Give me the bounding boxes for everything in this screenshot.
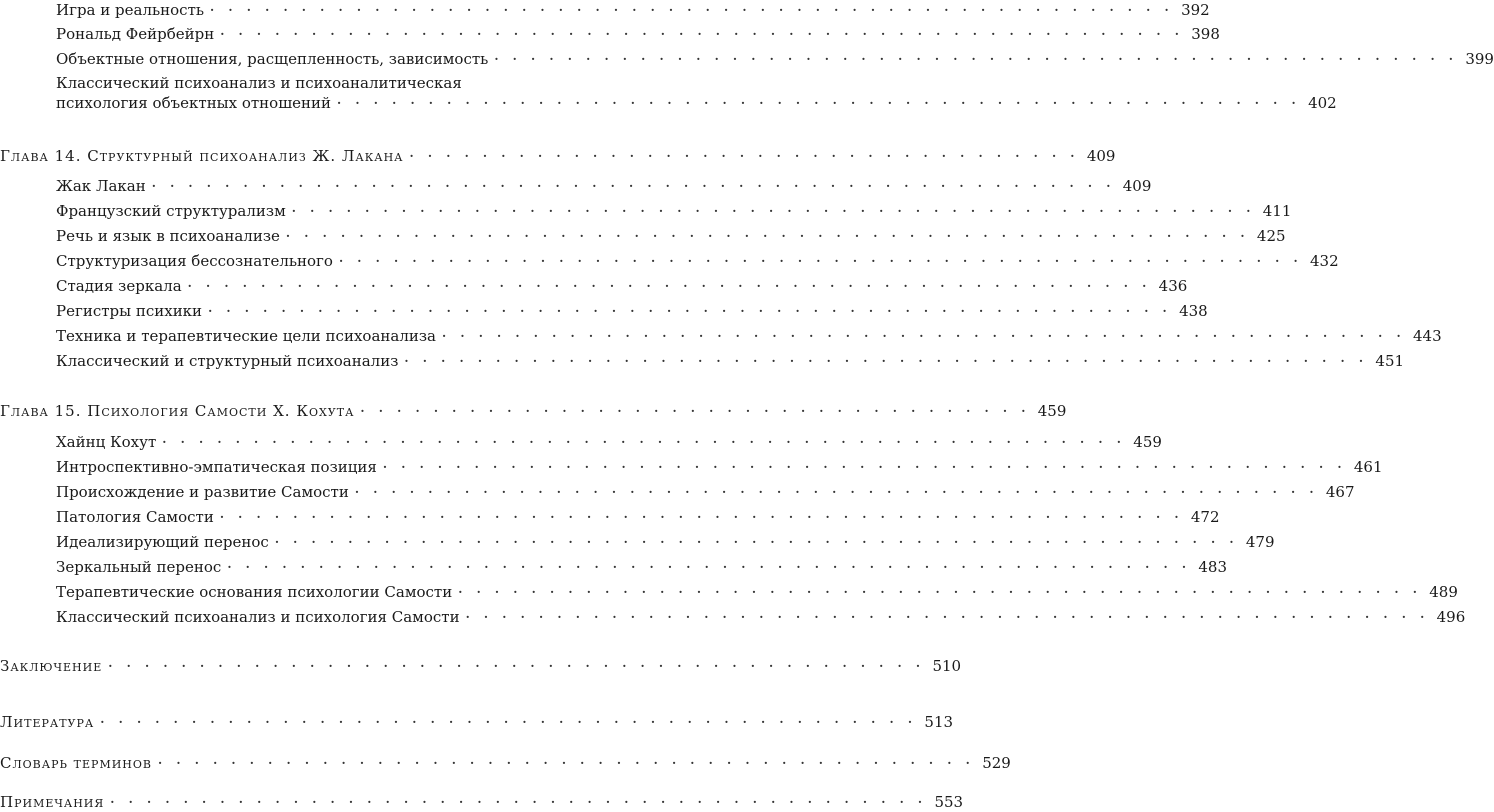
dot-leader: · · · · · · · · · · · · · · · · · · · · · · · · · · · · · · · · · · · · · · · · · · · · · · · · · · · · · <box>338 254 1303 268</box>
toc-entry[interactable] <box>56 176 1152 196</box>
toc-entry[interactable] <box>56 226 1286 246</box>
dot-leader: · · · · · · · · · · · · · · · · · · · · · · · · · · · · · · · · · · · · · <box>409 149 1080 163</box>
toc-entry-page: 399 <box>1465 50 1494 68</box>
dot-leader: · · · · · · · · · · · · · · · · · · · · · · · · · · · · · · · · · · · · · · · · · · · · · · · · · · · · · <box>151 179 1116 193</box>
toc-entry-title: Классический психоанализ и психология Самости <box>56 608 460 626</box>
chapter-page: 409 <box>1086 147 1116 165</box>
toc-chapter-15[interactable] <box>0 401 1067 421</box>
section-page: 553 <box>934 793 964 811</box>
dot-leader: · · · · · · · · · · · · · · · · · · · · · · · · · · · · · · · · · · · · · · · · · · · · · · · · · · · · · <box>337 96 1301 110</box>
toc-glossary[interactable] <box>0 753 1011 773</box>
dot-leader: · · · · · · · · · · · · · · · · · · · · · · · · · · · · · · · · · · · · · · · · · · · · · · · · · · · · · <box>404 354 1369 368</box>
toc-chapter-14[interactable] <box>0 146 1116 166</box>
toc-entry[interactable] <box>56 582 1458 602</box>
toc-entry-page: 432 <box>1309 252 1339 270</box>
toc-entry[interactable] <box>56 24 1220 44</box>
toc-entry-page: 443 <box>1413 327 1442 345</box>
toc-entry-title: Жак Лакан <box>56 177 146 195</box>
toc-entry-title: Интроспективно-эмпатическая позиция <box>56 458 377 476</box>
toc-entry-page: 459 <box>1133 433 1162 451</box>
dot-leader: · · · · · · · · · · · · · · · · · · · · · · · · · · · · · · · · · · · · · · · · · · · · · · · · · · · · · <box>208 304 1172 318</box>
dot-leader: · · · · · · · · · · · · · · · · · · · · · · · · · · · · · · · · · · · · · · · · · · · · · · · · · · · · · <box>291 204 1256 218</box>
dot-leader: · · · · · · · · · · · · · · · · · · · · · · · · · · · · · · · · · · · · · · · · · · · · · <box>100 715 918 729</box>
dot-leader: · · · · · · · · · · · · · · · · · · · · · · · · · · · · · · · · · · · · · · · · · · · · · · · · · · · · · <box>219 510 1184 524</box>
toc-entry-page: 467 <box>1325 483 1355 501</box>
toc-entry-title: Речь и язык в психоанализе <box>56 227 280 245</box>
toc-entry-title: Терапевтические основания психологии Самости <box>56 583 453 601</box>
chapter-title: Глава 14. Структурный психоанализ Ж. Лакана <box>0 147 404 165</box>
toc-entry-page: 409 <box>1122 177 1152 195</box>
section-title: Литература <box>0 713 95 731</box>
toc-entry-title: Патология Самости <box>56 508 214 526</box>
toc-entry-title: Регистры психики <box>56 302 203 320</box>
dot-leader: · · · · · · · · · · · · · · · · · · · · · · · · · · · · · · · · · · · · · · · · · · · · · · · · · · · · · <box>285 229 1250 243</box>
toc-conclusion[interactable] <box>0 656 962 676</box>
toc-entry-page: 483 <box>1198 558 1227 576</box>
toc-entry-page: 411 <box>1262 202 1292 220</box>
toc-entry-page: 472 <box>1190 508 1220 526</box>
toc-entry-title: Структуризация бессознательного <box>56 252 333 270</box>
dot-leader: · · · · · · · · · · · · · · · · · · · · · · · · · · · · · · · · · · · · · · · · · · · · · <box>110 795 928 809</box>
dot-leader: · · · · · · · · · · · · · · · · · · · · · · · · · · · · · · · · · · · · · · · · · · · · · · · · · · · · · <box>382 460 1347 474</box>
toc-entry-title: психология объектных отношений <box>56 94 332 112</box>
toc-entry-page: 496 <box>1436 608 1466 626</box>
toc-entry-title: Рональд Фейрбейрн <box>56 25 215 43</box>
toc-entry[interactable] <box>56 0 1210 20</box>
toc-entry-title-line1: Классический психоанализ и психоаналитическая <box>56 74 462 92</box>
toc-entry-title: Происхождение и развитие Самости <box>56 483 349 501</box>
toc-entry-page: 436 <box>1158 277 1188 295</box>
dot-leader: · · · · · · · · · · · · · · · · · · · · · · · · · · · · · · · · · · · · · · · · · · · · · · · · · · · · · <box>465 610 1430 624</box>
section-title: Примечания <box>0 793 105 811</box>
toc-entry[interactable] <box>56 251 1339 271</box>
toc-entry[interactable] <box>56 607 1466 627</box>
toc-entry[interactable] <box>56 326 1442 346</box>
dot-leader: · · · · · · · · · · · · · · · · · · · · · · · · · · · · · · · · · · · · · · · · · · · · · · · · · · · · · <box>227 560 1191 574</box>
toc-entry-page: 392 <box>1181 1 1210 19</box>
dot-leader: · · · · · · · · · · · · · · · · · · · · · · · · · · · · · · · · · · · · · · · · · · · · · <box>158 756 975 770</box>
toc-entry-page: 402 <box>1308 94 1337 112</box>
dot-leader: · · · · · · · · · · · · · · · · · · · · · · · · · · · · · · · · · · · · · · · · · · · · · <box>108 659 926 673</box>
dot-leader: · · · · · · · · · · · · · · · · · · · · · · · · · · · · · · · · · · · · · · · · · · · · · · · · · · · · · <box>458 585 1422 599</box>
toc-entry-title: Техника и терапевтические цели психоанализа <box>56 327 436 345</box>
dot-leader: · · · · · · · · · · · · · · · · · · · · · · · · · · · · · · · · · · · · · <box>360 404 1031 418</box>
toc-entry[interactable] <box>56 507 1220 527</box>
toc-entry[interactable] <box>56 432 1162 452</box>
toc-notes[interactable] <box>0 792 964 812</box>
toc-entry-page: 438 <box>1179 302 1208 320</box>
toc-entry-title: Хайнц Кохут <box>56 433 157 451</box>
toc-entry-page: 425 <box>1256 227 1286 245</box>
dot-leader: · · · · · · · · · · · · · · · · · · · · · · · · · · · · · · · · · · · · · · · · · · · · · · · · · · · · · <box>494 52 1458 66</box>
toc-literature[interactable] <box>0 712 954 732</box>
toc-entry-title: Зеркальный перенос <box>56 558 222 576</box>
chapter-title: Глава 15. Психология Самости Х. Кохута <box>0 402 355 420</box>
dot-leader: · · · · · · · · · · · · · · · · · · · · · · · · · · · · · · · · · · · · · · · · · · · · · · · · · · · · · <box>441 329 1406 343</box>
section-title: Словарь терминов <box>0 754 152 772</box>
toc-entry-page: 451 <box>1375 352 1405 370</box>
toc-entry-page: 489 <box>1429 583 1458 601</box>
section-page: 510 <box>932 657 962 675</box>
dot-leader: · · · · · · · · · · · · · · · · · · · · · · · · · · · · · · · · · · · · · · · · · · · · · · · · · · · · · <box>354 485 1319 499</box>
toc-entry[interactable] <box>56 301 1208 321</box>
chapter-page: 459 <box>1037 402 1067 420</box>
dot-leader: · · · · · · · · · · · · · · · · · · · · · · · · · · · · · · · · · · · · · · · · · · · · · · · · · · · · · <box>220 27 1184 41</box>
toc-entry-page: 461 <box>1353 458 1383 476</box>
toc-entry-title: Игра и реальность <box>56 1 205 19</box>
toc-entry-title: Классический и структурный психоанализ <box>56 352 399 370</box>
toc-entry[interactable] <box>56 93 1337 113</box>
toc-entry[interactable] <box>56 532 1275 552</box>
section-page: 529 <box>982 754 1011 772</box>
toc-entry-title: Французский структурализм <box>56 202 286 220</box>
toc-entry-page: 398 <box>1191 25 1220 43</box>
section-title: Заключение <box>0 657 103 675</box>
toc-entry[interactable] <box>56 482 1355 502</box>
section-page: 513 <box>924 713 954 731</box>
dot-leader: · · · · · · · · · · · · · · · · · · · · · · · · · · · · · · · · · · · · · · · · · · · · · · · · · · · · · <box>210 3 1174 17</box>
toc-entry[interactable] <box>56 276 1188 296</box>
toc-entry[interactable] <box>56 351 1405 371</box>
toc-entry-title: Объектные отношения, расщепленность, зависимость <box>56 50 489 68</box>
dot-leader: · · · · · · · · · · · · · · · · · · · · · · · · · · · · · · · · · · · · · · · · · · · · · · · · · · · · · <box>187 279 1152 293</box>
toc-entry[interactable] <box>56 201 1292 221</box>
toc-entry[interactable] <box>56 557 1227 577</box>
toc-entry-title: Стадия зеркала <box>56 277 182 295</box>
toc-entry-page: 479 <box>1245 533 1275 551</box>
dot-leader: · · · · · · · · · · · · · · · · · · · · · · · · · · · · · · · · · · · · · · · · · · · · · · · · · · · · · <box>162 435 1126 449</box>
dot-leader: · · · · · · · · · · · · · · · · · · · · · · · · · · · · · · · · · · · · · · · · · · · · · · · · · · · · · <box>274 535 1239 549</box>
toc-entry[interactable] <box>56 49 1494 69</box>
toc-entry[interactable] <box>56 457 1383 477</box>
toc-entry-title: Идеализирующий перенос <box>56 533 269 551</box>
